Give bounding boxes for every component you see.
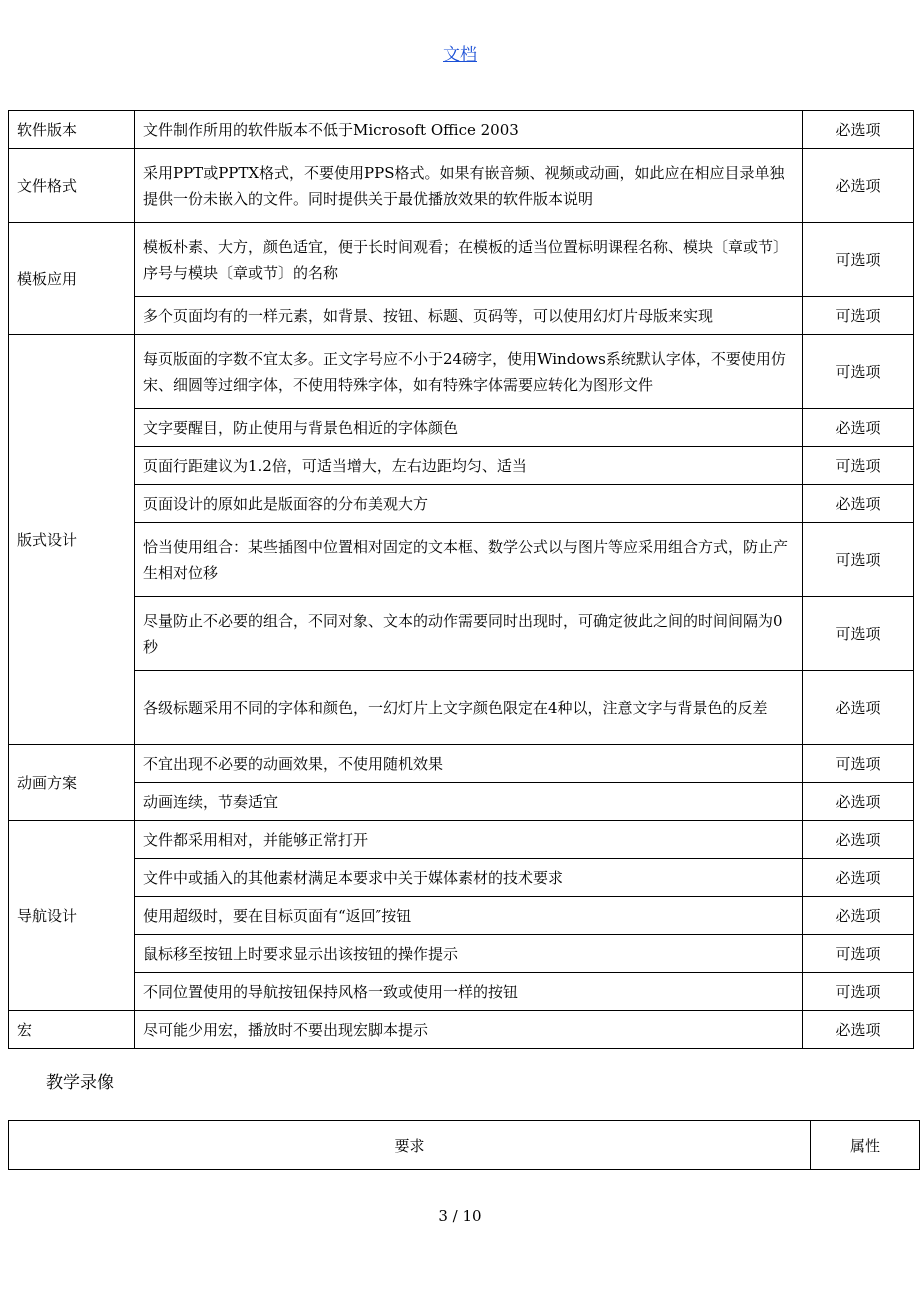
table-row bbox=[9, 335, 914, 409]
requirement-cell: 文件中或插入的其他素材满足本要求中关于媒体素材的技术要求 bbox=[135, 859, 803, 897]
requirement-cell: 恰当使用组合：某些插图中位置相对固定的文本框、数学公式以与图片等应采用组合方式，防止产生相对位移 bbox=[135, 523, 803, 597]
attribute-cell: 必选项 bbox=[803, 111, 914, 149]
attribute-cell: 可选项 bbox=[803, 973, 914, 1011]
video-requirements-table bbox=[8, 1120, 920, 1170]
requirement-cell: 尽可能少用宏，播放时不要出现宏脚本提示 bbox=[135, 1011, 803, 1049]
attribute-cell: 必选项 bbox=[803, 149, 914, 223]
requirement-cell: 文字要醒目，防止使用与背景色相近的字体颜色 bbox=[135, 409, 803, 447]
table-row bbox=[9, 935, 914, 973]
attribute-cell: 可选项 bbox=[803, 745, 914, 783]
requirement-cell: 使用超级时，要在目标页面有“返回″按钮 bbox=[135, 897, 803, 935]
attribute-cell: 可选项 bbox=[803, 335, 914, 409]
requirement-cell: 每页版面的字数不宜太多。正文字号应不小于24磅字，使用Windows系统默认字体，不要使用仿宋、细圆等过细字体，不使用特殊字体，如有特殊字体需要应转化为图形文件 bbox=[135, 335, 803, 409]
requirement-cell: 文件制作所用的软件版本不低于Microsoft Office 2003 bbox=[135, 111, 803, 149]
requirement-cell: 采用PPT或PPTX格式，不要使用PPS格式。如果有嵌音频、视频或动画，如此应在相应目录单独提供一份未嵌入的文件。同时提供关于最优播放效果的软件版本说明 bbox=[135, 149, 803, 223]
requirement-cell: 文件都采用相对，并能够正常打开 bbox=[135, 821, 803, 859]
attribute-cell: 可选项 bbox=[803, 597, 914, 671]
header-link[interactable]: 文档 bbox=[443, 45, 477, 65]
table-row bbox=[9, 149, 914, 223]
attribute-cell: 必选项 bbox=[803, 671, 914, 745]
section-title: 教学录像 bbox=[46, 1073, 114, 1093]
requirement-cell: 鼠标移至按钮上时要求显示出该按钮的操作提示 bbox=[135, 935, 803, 973]
requirement-cell: 动画连续，节奏适宜 bbox=[135, 783, 803, 821]
category-cell: 动画方案 bbox=[9, 745, 135, 821]
table-row bbox=[9, 447, 914, 485]
requirements-table bbox=[8, 110, 914, 1049]
table-row bbox=[9, 783, 914, 821]
requirement-header: 要求 bbox=[9, 1121, 811, 1170]
table-header-row bbox=[9, 1121, 920, 1170]
table-row bbox=[9, 745, 914, 783]
attribute-cell: 必选项 bbox=[803, 783, 914, 821]
requirement-cell: 模板朴素、大方，颜色适宜，便于长时间观看；在模板的适当位置标明课程名称、模块〔章或节〕序号与模块〔章或节〕的名称 bbox=[135, 223, 803, 297]
table-row bbox=[9, 897, 914, 935]
page-number: 3 / 10 bbox=[438, 1207, 482, 1225]
category-cell: 模板应用 bbox=[9, 223, 135, 335]
table-row bbox=[9, 859, 914, 897]
requirement-cell: 不同位置使用的导航按钮保持风格一致或使用一样的按钮 bbox=[135, 973, 803, 1011]
table-row bbox=[9, 223, 914, 297]
category-cell: 软件版本 bbox=[9, 111, 135, 149]
table-row bbox=[9, 297, 914, 335]
requirement-cell: 页面设计的原如此是版面容的分布美观大方 bbox=[135, 485, 803, 523]
attribute-cell: 必选项 bbox=[803, 821, 914, 859]
table-row bbox=[9, 597, 914, 671]
attribute-cell: 可选项 bbox=[803, 935, 914, 973]
attribute-cell: 必选项 bbox=[803, 409, 914, 447]
table-row bbox=[9, 973, 914, 1011]
attribute-cell: 可选项 bbox=[803, 297, 914, 335]
requirement-cell: 各级标题采用不同的字体和颜色，一幻灯片上文字颜色限定在4种以，注意文字与背景色的反差 bbox=[135, 671, 803, 745]
category-cell: 宏 bbox=[9, 1011, 135, 1049]
category-cell: 文件格式 bbox=[9, 149, 135, 223]
table-row bbox=[9, 671, 914, 745]
attribute-cell: 必选项 bbox=[803, 1011, 914, 1049]
category-cell: 导航设计 bbox=[9, 821, 135, 1011]
table-row bbox=[9, 485, 914, 523]
requirement-cell: 不宜出现不必要的动画效果，不使用随机效果 bbox=[135, 745, 803, 783]
requirement-cell: 页面行距建议为1.2倍，可适当增大，左右边距均匀、适当 bbox=[135, 447, 803, 485]
table-row bbox=[9, 409, 914, 447]
attribute-cell: 可选项 bbox=[803, 223, 914, 297]
table-row bbox=[9, 821, 914, 859]
requirement-cell: 多个页面均有的一样元素，如背景、按钮、标题、页码等，可以使用幻灯片母版来实现 bbox=[135, 297, 803, 335]
attribute-cell: 可选项 bbox=[803, 447, 914, 485]
attribute-cell: 必选项 bbox=[803, 859, 914, 897]
table-row bbox=[9, 1011, 914, 1049]
table-row bbox=[9, 523, 914, 597]
attribute-cell: 可选项 bbox=[803, 523, 914, 597]
attribute-header: 属性 bbox=[811, 1121, 920, 1170]
category-cell: 版式设计 bbox=[9, 335, 135, 745]
requirement-cell: 尽量防止不必要的组合，不同对象、文本的动作需要同时出现时，可确定彼此之间的时间间隔为0秒 bbox=[135, 597, 803, 671]
attribute-cell: 必选项 bbox=[803, 485, 914, 523]
table-row bbox=[9, 111, 914, 149]
attribute-cell: 必选项 bbox=[803, 897, 914, 935]
